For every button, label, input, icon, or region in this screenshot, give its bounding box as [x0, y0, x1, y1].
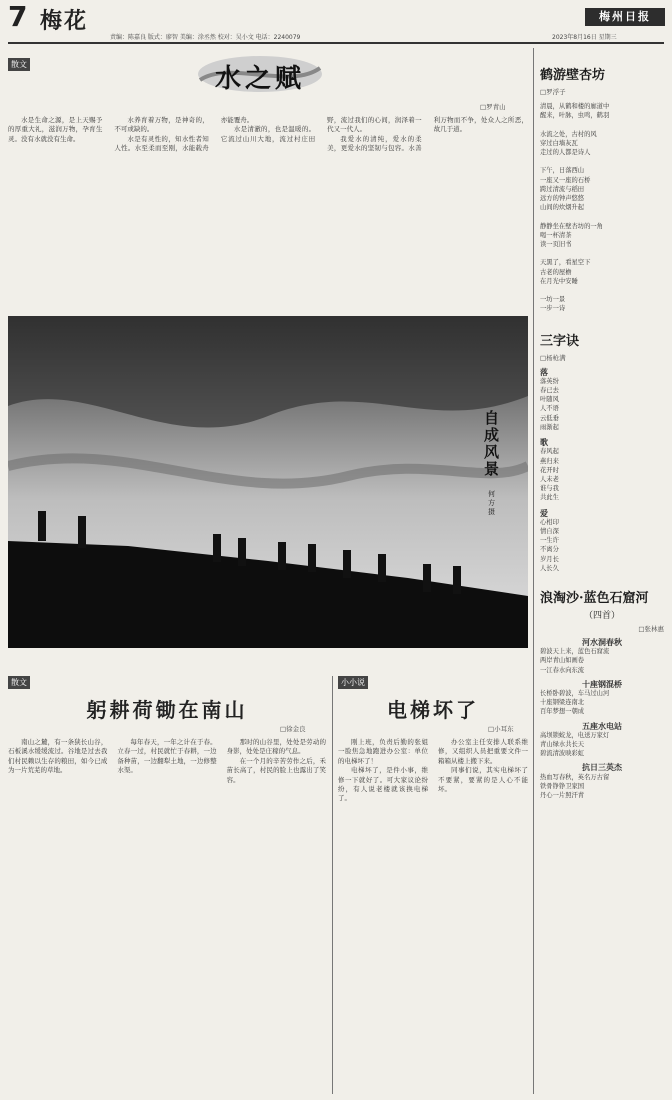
paper-logo: 梅州日报: [585, 8, 665, 26]
poem-line: 两岸青山如画卷: [540, 657, 585, 665]
paragraph: 办公室主任安排人联系维修，又组织人员把重要文件一箱箱从楼上搬下来。: [438, 738, 528, 765]
water-essay-title-art: [190, 50, 330, 96]
poem-section-heading: 爱: [540, 507, 548, 518]
poem-line: 谁与我: [540, 485, 559, 493]
poem-line: 情自深: [540, 527, 559, 535]
paragraph: 那时的山谷里，处处是劳动的身影，处处是庄稼的气息。: [226, 738, 326, 756]
paragraph: 同事们说，其实电梯坏了不要紧，要紧的是人心不能坏。: [438, 766, 528, 794]
poem-line: 静静坐在壁杏坊的一角: [540, 222, 603, 230]
poem-line: 春已去: [540, 387, 559, 395]
landscape-photo: [8, 316, 528, 648]
paragraph: 电梯坏了，是件小事，维修一下就好了。可大家议论纷纷，有人说老楼就该换电梯了。: [338, 766, 428, 803]
poem-line: 人长久: [540, 564, 559, 572]
poem-line: 铁骨铮铮卫家国: [540, 782, 585, 790]
paragraph: 水是生命之源，是上天赐予的厚重大礼，滋润万物，孕育生灵。没有水就没有生命。: [8, 116, 103, 143]
poem2-body: [540, 368, 664, 573]
poem-line: 高坝锁蛟龙，电送万家灯: [540, 731, 610, 739]
photo-credit: 何方摄: [488, 490, 495, 516]
poem-line: 叶随风: [540, 396, 559, 404]
paragraph: 水养育着万物，是神奇的，不可或缺的。: [114, 116, 209, 134]
poem3-author: □张林惠: [638, 624, 664, 633]
poem-section-heading: 歌: [540, 437, 548, 448]
poem-line: 远方的钟声悠悠: [540, 195, 585, 203]
water-essay-title: 水之赋: [214, 64, 305, 94]
poem-line: 春风起: [540, 448, 559, 456]
poem-line: 古老的屋檐: [540, 268, 572, 276]
poem1-body: [540, 102, 664, 314]
poem-line: 共此生: [540, 494, 559, 502]
poem-line: 一江春水向东流: [540, 666, 585, 674]
water-essay-author: □罗青山: [480, 103, 506, 111]
poem-line: 水流之处，古村的风: [540, 130, 597, 138]
paragraph: 在一个月的辛苦劳作之后，禾苗长高了，村民的脸上也露出了笑容。: [226, 756, 326, 784]
farm-essay-tag: 散文: [8, 676, 30, 689]
poem1-title: 鹤游壁杏坊: [540, 68, 606, 83]
poem-line: 一步一诗: [540, 305, 566, 313]
poem-line: 岁月长: [540, 555, 559, 563]
poem-line: 醒来，叶脉，虫鸣，鹤羽: [540, 112, 610, 120]
poem-line: [540, 120, 664, 129]
poem-line: 一生许: [540, 537, 559, 545]
poem-section-heading: 河水洞春秋: [582, 636, 622, 647]
poem-line: 青山绿水共长天: [540, 740, 585, 748]
poem-line: 读一页旧书: [540, 241, 572, 249]
poem-line: 燕归来: [540, 457, 559, 465]
poem-line: 热血写春秋，英名万古留: [540, 773, 610, 781]
farm-essay-author: □徐金良: [280, 725, 306, 733]
poem2-author: □杨枪满: [540, 353, 566, 362]
poem-line: 一座又一座的石桥: [540, 176, 591, 184]
paragraph: 我爱水的清纯，爱水的柔美，更爱水的坚韧与包容。水善利万物而不争，处众人之所恶，故几于道。: [327, 116, 528, 153]
poem-line: 碧流清波映彩虹: [540, 750, 585, 758]
farm-essay-title: 躬耕荷锄在南山: [86, 698, 248, 722]
issue-date: 2023年8月16日 星期三: [552, 34, 617, 41]
page-number: 7: [8, 0, 28, 33]
water-essay-body: [8, 116, 528, 312]
paragraph: 水是清澈的，也是温暖的。它流过山川大地，流过村庄田野，流过我们的心间，润泽着一代又一代人。: [220, 116, 422, 143]
poem3-body: [540, 638, 664, 800]
poem3-subtitle: （四首）: [583, 610, 620, 621]
water-essay-tag: 散文: [8, 58, 30, 71]
poem-line: 雨渐起: [540, 423, 559, 431]
photo-title: 自成风景: [484, 409, 500, 478]
sidebar: [540, 48, 664, 1094]
poem-line: [540, 212, 664, 221]
column-divider: [332, 676, 333, 1094]
elevator-story-tag: 小小说: [338, 676, 368, 689]
poem-line: [540, 249, 664, 258]
paragraph: 水是有灵性的，知水性者知人性。水至柔而至刚，水能载舟亦能覆舟。: [114, 116, 254, 153]
poem-line: 长桥卧碧波，车马过山河: [540, 689, 610, 697]
poem-line: 心相印: [540, 518, 559, 526]
poem-line: 清晨，从鹤和楼的廊道中: [540, 103, 610, 110]
editor-credits: 责编：陈嘉良 版式：廖智 美编：涂丞然 校对：吴小文 电话：2240079: [110, 34, 301, 41]
poem-section-heading: 落: [540, 366, 548, 377]
poem-line: [540, 157, 664, 166]
poem-line: 在月光中安睡: [540, 277, 578, 285]
poem-line: 跨过清流与稻田: [540, 185, 585, 193]
poem-line: 丹心一片照汗青: [540, 791, 585, 799]
section-title: 梅花: [40, 8, 89, 34]
poem-line: 落英纷: [540, 377, 559, 385]
poem-line: 一坊一景: [540, 296, 566, 304]
poem2-title: 三字诀: [540, 333, 580, 349]
poem1-author: □罗浮子: [540, 88, 566, 96]
masthead-rule: [8, 42, 664, 44]
paragraph: 每年春天，一年之计在于春。立春一过，村民就忙于春耕，一边备种苗，一边翻犁土地，一边修整水渠。: [117, 738, 217, 775]
poem-line: 天黑了，看星空下: [540, 259, 591, 267]
poem-line: 人未老: [540, 475, 559, 483]
poem-line: 花开时: [540, 466, 559, 474]
poem-line: 不离分: [540, 546, 559, 554]
poem-line: 下午，日落西山: [540, 167, 585, 175]
poem3-title: 浪淘沙·蓝色石窟河: [540, 590, 649, 606]
poem-line: 十座钢梁连南北: [540, 699, 585, 707]
poem-section-heading: 五座水电站: [582, 720, 622, 731]
sidebar-divider: [533, 48, 534, 1094]
poem-section-heading: 十座钢混桥: [582, 678, 622, 689]
poem-line: 碧波天上来，蓝色石窟流: [540, 648, 610, 656]
elevator-story-body: [338, 738, 528, 1094]
poem-line: 走过的人都是诗人: [540, 149, 591, 157]
elevator-story-author: □小耳东: [488, 725, 514, 733]
poem-line: [540, 286, 664, 295]
farm-essay-body: [8, 738, 326, 1094]
paragraph: 刚上班，负责后勤的张姐一脸焦急地跑进办公室：单位的电梯坏了！: [338, 738, 428, 765]
paragraph: 南山之麓，有一条狭长山谷，石板溪水缓缓流过。谷地是过去我们村民赖以生存的粮田，如今已成为一片荒芜的草地。: [8, 738, 108, 775]
elevator-story-title: 电梯坏了: [387, 698, 479, 722]
poem-line: 喝一杯清茶: [540, 231, 572, 239]
poem-line: 山间的炊烟升起: [540, 204, 585, 212]
poem-line: 人不语: [540, 405, 559, 413]
poem-section-heading: 抗日三英杰: [582, 762, 622, 773]
poem-line: 穿过白墙灰瓦: [540, 139, 578, 147]
poem-line: 百年梦想一朝成: [540, 708, 585, 716]
poem-line: 云低垂: [540, 414, 559, 422]
photographers-silhouette-image: [8, 316, 528, 648]
